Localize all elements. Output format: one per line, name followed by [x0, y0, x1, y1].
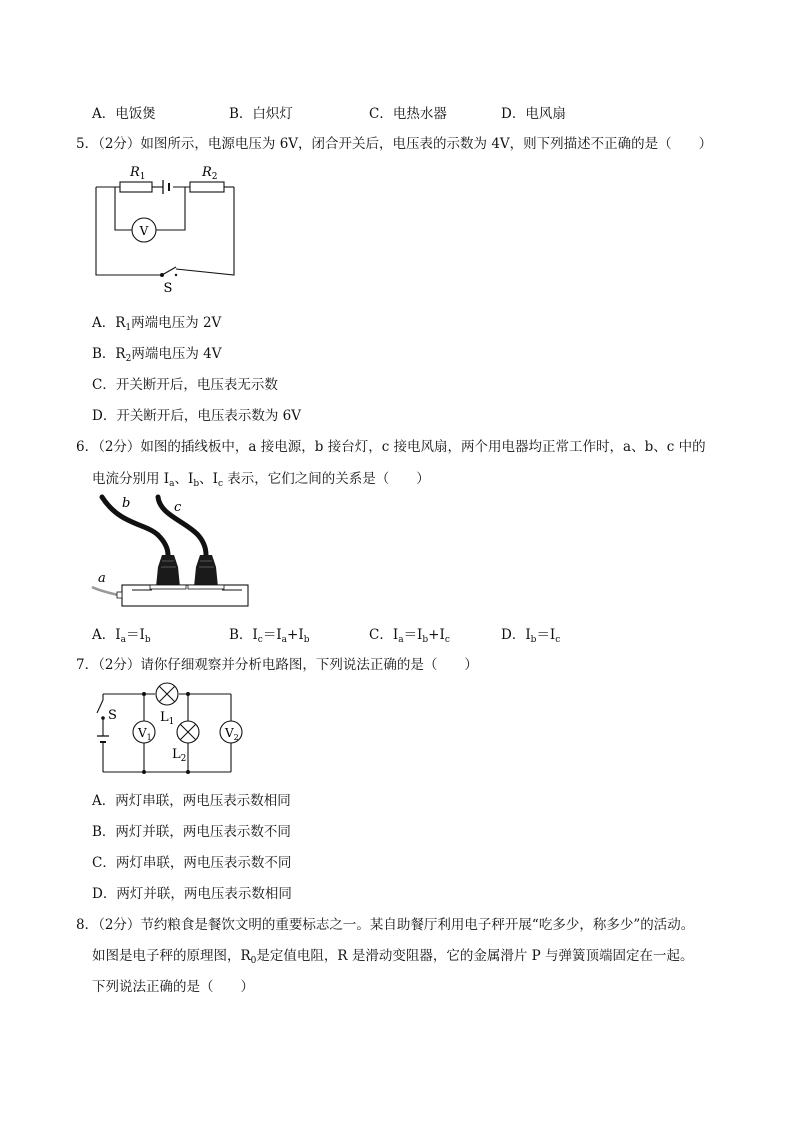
r2-resistor: [190, 182, 224, 192]
q4-option-d: D．电风扇: [501, 106, 566, 122]
switch-label: S: [163, 281, 173, 296]
cord-c-label: c: [174, 500, 182, 515]
q8-stem-line1: 8．（2分）节约粮食是餐饮文明的重要标志之一。某自助餐厅利用电子秤开展“吃多少，称多少”的活动。: [76, 917, 695, 933]
cord-b-label: b: [122, 496, 131, 511]
q6-power-strip-figure: [90, 495, 255, 610]
q6-option-d: D．$I_b=I_c$: [501, 627, 561, 645]
voltmeter-label: V: [139, 224, 149, 238]
q6-stem-line2: 电流分别用 $I_a$、$I_b$、$I_c$ 表示，它们之间的关系是（ ）: [92, 471, 430, 489]
q4-option-c: C．电热水器: [369, 106, 447, 122]
q6-option-a: A．$I_a=I_b$: [92, 627, 151, 645]
q5-circuit-figure: [90, 160, 240, 295]
r1-label: $R_1$: [130, 165, 146, 182]
q6-stem-line1: 6．（2分）如图的插线板中，a 接电源，b 接台灯，c 接电风扇，两个用电器均正常工作时，a、b、c 中的: [76, 439, 706, 455]
q6-option-b: B．$I_c=I_a+I_b$: [229, 627, 310, 645]
r2-label: $R_2$: [202, 165, 218, 182]
cord-a-label: a: [98, 571, 106, 586]
q5-stem: 5．（2分）如图所示，电源电压为 6V，闭合开关后，电压表的示数为 4V，则下列描述不正确的是（ ）: [76, 136, 713, 152]
q7-option-d: D．两灯并联，两电压表示数相同: [92, 886, 292, 902]
q7-option-a: A．两灯串联，两电压表示数相同: [92, 793, 291, 809]
l1-label: $L_1$: [160, 710, 175, 727]
q7-option-b: B．两灯并联，两电压表示数不同: [92, 824, 291, 840]
q5-option-c: C．开关断开后，电压表无示数: [92, 377, 278, 393]
q8-stem-line2: 如图是电子秤的原理图，$R_0$是定值电阻，R 是滑动变阻器，它的金属滑片 P 与弹簧顶端固定在一起。: [92, 948, 694, 966]
q4-option-b: B．白炽灯: [229, 106, 293, 122]
q5-option-d: D．开关断开后，电压表示数为 6V: [92, 408, 301, 424]
q5-option-b: B．$R_2$两端电压为 4V: [92, 346, 222, 364]
q6-option-c: C．$I_a=I_b+I_c$: [369, 627, 450, 645]
q8-stem-line3: 下列说法正确的是（ ）: [92, 979, 254, 995]
v1-label: $V_1$: [138, 726, 152, 742]
v2-label: $V_2$: [225, 726, 239, 742]
switch-label: S: [108, 708, 117, 723]
q4-option-a: A．电饭煲: [92, 106, 156, 122]
q5-option-a: A．$R_1$两端电压为 2V: [92, 315, 222, 333]
q7-stem: 7．（2分）请你仔细观察并分析电路图，下列说法正确的是（ ）: [76, 657, 478, 673]
r1-resistor: [120, 182, 152, 192]
q7-option-c: C．两灯串联，两电压表示数不同: [92, 855, 292, 871]
q7-circuit-figure: [90, 678, 250, 778]
l2-label: $L_2$: [172, 747, 187, 764]
